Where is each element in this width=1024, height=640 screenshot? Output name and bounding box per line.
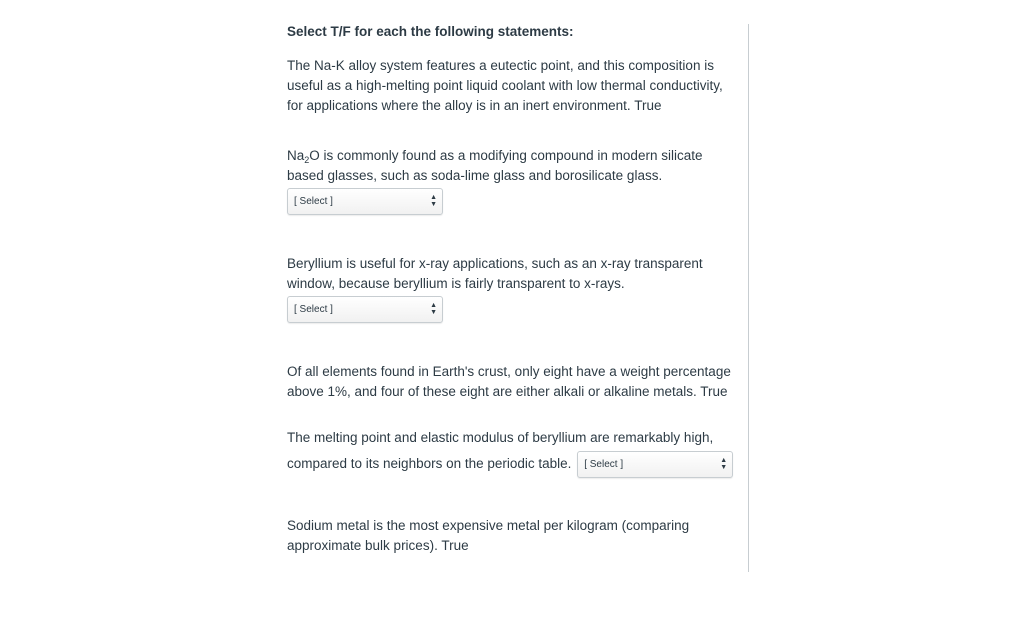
question-2-subscript: 2 <box>304 155 310 165</box>
select-placeholder: [ Select ] <box>584 459 624 470</box>
quiz-heading: Select T/F for each the following statements: <box>287 24 574 39</box>
question-3-text: Beryllium is useful for x-ray applications, such as an x-ray transparent window, because beryllium is fairly transparent to x-rays. <box>287 256 703 291</box>
answer-select-5[interactable] <box>577 451 733 478</box>
updown-arrow-icon: ▲ ▼ <box>720 457 728 471</box>
question-5-line-2: compared to its neighbors on the periodic table. <box>287 456 572 472</box>
question-6-answer: True <box>441 538 469 553</box>
question-6-text: Sodium metal is the most expensive metal per kilogram (comparing approximate bulk prices). <box>287 518 690 553</box>
question-2 <box>287 146 737 254</box>
question-1-text: The Na-K alloy system features a eutectic point, and this composition is useful as a high-melting point liquid coolant with low thermal conductivity, for applications where the alloy is in an inert environment. <box>287 58 723 113</box>
question-2-text: O is commonly found as a modifying compound in modern silicate based glasses, such as soda-lime glass and borosilicate glass. <box>287 148 703 183</box>
updown-arrow-icon: ▲ ▼ <box>430 194 437 208</box>
question-4-text: Of all elements found in Earth's crust, only eight have a weight percentage above 1%, and four of these eight are either alkali or alkaline metals. <box>287 364 731 399</box>
select-placeholder: [ Select ] <box>294 196 333 207</box>
vertical-divider <box>748 24 749 572</box>
updown-arrow-icon: ▲ ▼ <box>430 302 437 316</box>
question-3 <box>287 254 737 362</box>
answer-select-2[interactable] <box>287 188 443 215</box>
question-1 <box>287 56 737 146</box>
question-2-prefix: Na <box>287 148 305 163</box>
question-6 <box>287 516 737 556</box>
quiz-content <box>287 16 737 556</box>
question-4 <box>287 362 737 428</box>
answer-select-3[interactable] <box>287 296 443 323</box>
question-5-line-1: The melting point and elastic modulus of beryllium are remarkably high, <box>287 430 714 445</box>
question-4-answer: True <box>700 384 728 399</box>
question-1-answer: True <box>634 98 662 113</box>
question-5 <box>287 428 737 516</box>
select-placeholder: [ Select ] <box>294 304 333 315</box>
